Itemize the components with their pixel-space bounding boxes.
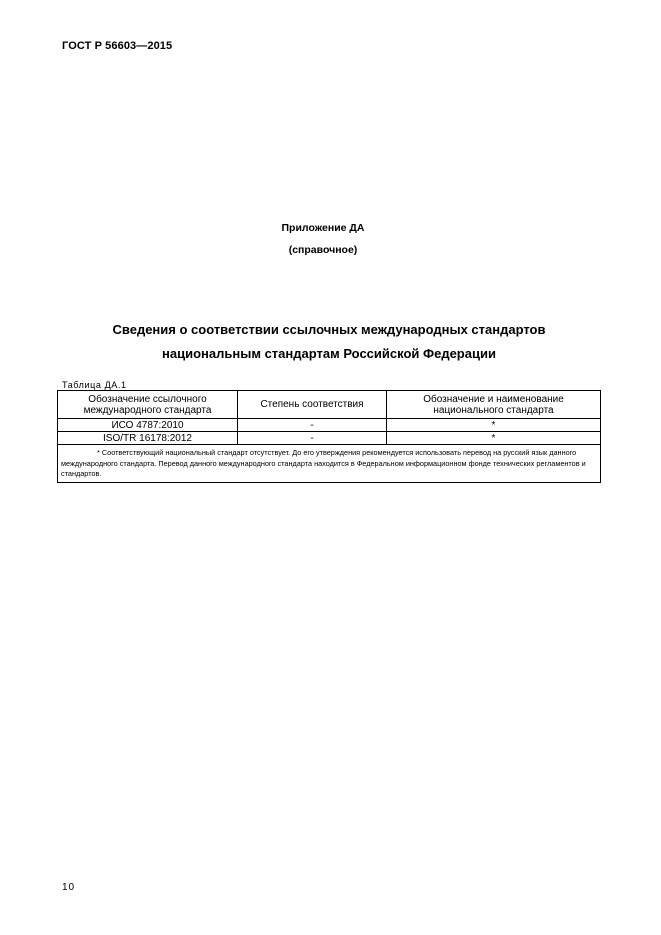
table-cell-national-standard: * (387, 432, 601, 445)
table-footnote-row (58, 445, 601, 483)
table-cell-degree: - (238, 419, 387, 432)
page-number: 10 (62, 882, 76, 893)
table-footnote: * Соответствующий национальный стандарт отсутствует. До его утверждения рекомендуется использовать перевод на русский язык данного международного стандарта. Перевод данного международного стандарта находится в Федеральном информационном фонде технических регламентов и стандартов. (58, 445, 601, 483)
document-title-line-1: Сведения о соответствии ссылочных международных стандартов (112, 322, 546, 337)
column-header-degree-of-correspondence: Степень соответствия (238, 391, 387, 419)
table-row (58, 432, 601, 445)
table-row (58, 419, 601, 432)
table-caption: Таблица ДА.1 (62, 380, 127, 390)
standards-correspondence-table (57, 390, 601, 483)
document-title (56, 318, 602, 366)
table-cell-national-standard: * (387, 419, 601, 432)
appendix-title: Приложение ДА (281, 222, 365, 234)
appendix-subtitle: (справочное) (288, 244, 358, 256)
table-cell-international-standard: ISO/TR 16178:2012 (58, 432, 238, 445)
document-code-header: ГОСТ Р 56603—2015 (62, 40, 173, 52)
document-title-line-2: национальным стандартам Российской Федерации (162, 346, 496, 361)
column-header-national-standard: Обозначение и наименование национального стандарта (387, 391, 601, 419)
table-header-row (58, 391, 601, 419)
column-header-international-standard: Обозначение ссылочного международного стандарта (58, 391, 238, 419)
table-cell-international-standard: ИСО 4787:2010 (58, 419, 238, 432)
table-cell-degree: - (238, 432, 387, 445)
